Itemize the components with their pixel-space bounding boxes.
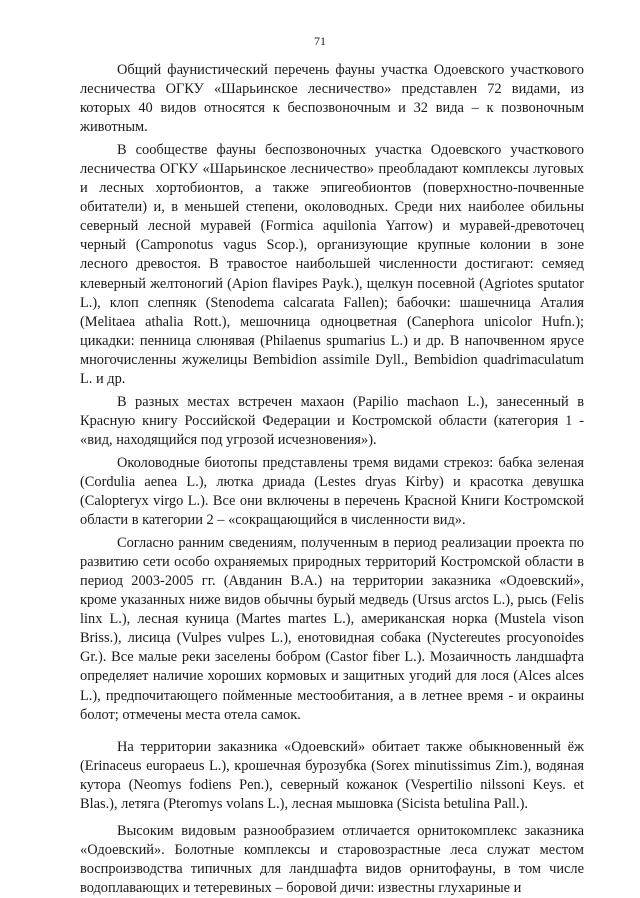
paragraph-swallowtail: В разных местах встречен махаон (Papilio machaon L.), занесенный в Красную книгу Российской Федерации и Костромской области (категория 1 - «вид, находящийся под угрозой исчезновения»).: [80, 393, 584, 448]
paragraph-small-mammals: На территории заказника «Одоевский» обитает также обыкновенный ёж (Erinaceus europaeus L.), крошечная бурозубка (Sorex minutissimus Zim.), водяная кутора (Neomys fodiens Pen.), северный кожанок (Vespertilio nilssoni Keys. et Blas.), летяга (Pteromys volans L.), лесная мышовка (Sicista betulina Pall.).: [80, 738, 584, 812]
paragraph-mammals: Согласно ранним сведениям, полученным в период реализации проекта по развитию сети особо охраняемых природных территорий Костромской области в период 2003-2005 гг. (Авданин В.А.) на территории заказника «Одоевский», кроме указанных ниже видов обычны бурый медведь (Ursus arctos L.), рысь (Felis linx L.), лесная куница (Martes martes L.), американская норка (Mustela vison Briss.), лисица (Vulpes vulpes L.), енотовидная собака (Nyctereutes procyonoides Gr.). Все малые реки заселены бобром (Castor fiber L.). Мозаичность ландшафта определяет наличие хороших кормовых и защитных угодий для лося (Alces alces L.), предпочитающего пойменные местообитания, а в летнее время - и окраины болот; отмечены места отела самок.: [80, 535, 584, 723]
paragraph-dragonflies: Околоводные биотопы представлены тремя видами стрекоз: бабка зеленая (Cordulia aenea L.), лютка дриада (Lestes dryas Kirby) и красотка девушка (Calopteryx virgo L.). Все они включены в перечень Красной Книги Костромской области в категории 2 – «сокращающийся в численности вид».: [80, 454, 584, 529]
body-text: [80, 61, 584, 898]
paragraph-invertebrates: В сообществе фауны беспозвоночных участка Одоевского участкового лесничества ОГКУ «Шарьинское лесничество» преобладают комплексы луговых и лесных хортобионтов, а также эпигеобионтов (поверхностно-почвенные обитатели) и, в меньшей степени, околоводных. Среди них наиболее обильны северный лесной муравей (Formica aquilonia Yarrow) и муравей-древоточец черный (Camponotus vagus Scop.), организующие крупные колонии в зоне лесного древостоя. В травостое наибольшей численности достигают: семяед клеверный желтоногий (Apion flavipes Payk.), щелкун посевной (Agriotes sputator L.), клоп слепняк (Stenodema calcarata Fallen); бабочки: шашечница Аталия (Melitaea athalia Rott.), мешочница одноцветная (Canephora unicolor Hufn.); цикадки: пенница слюнявая (Philaenus spumarius L.) и др. В напочвенном ярусе многочисленны жужелицы Bembidion assimile Dyll., Bembidion quadrimaculatum L. и др.: [80, 142, 584, 387]
page-number: 71: [314, 34, 326, 48]
paragraph-birds: Высоким видовым разнообразием отличается орнитокомплекс заказника «Одоевский». Болотные комплексы и старовозрастные леса служат местом воспроизводства типичных для ландшафта видов орнитофауны, в том числе водоплавающих и тетеревиных – боровой дичи: известны глухариные и: [80, 822, 584, 896]
paragraph-faunal-list: Общий фаунистический перечень фауны участка Одоевского участкового лесничества ОГКУ «Шарьинское лесничество» представлен 72 видами, из которых 40 видов относятся к беспозвоночным и 32 вида – к позвоночным животным.: [80, 62, 584, 136]
